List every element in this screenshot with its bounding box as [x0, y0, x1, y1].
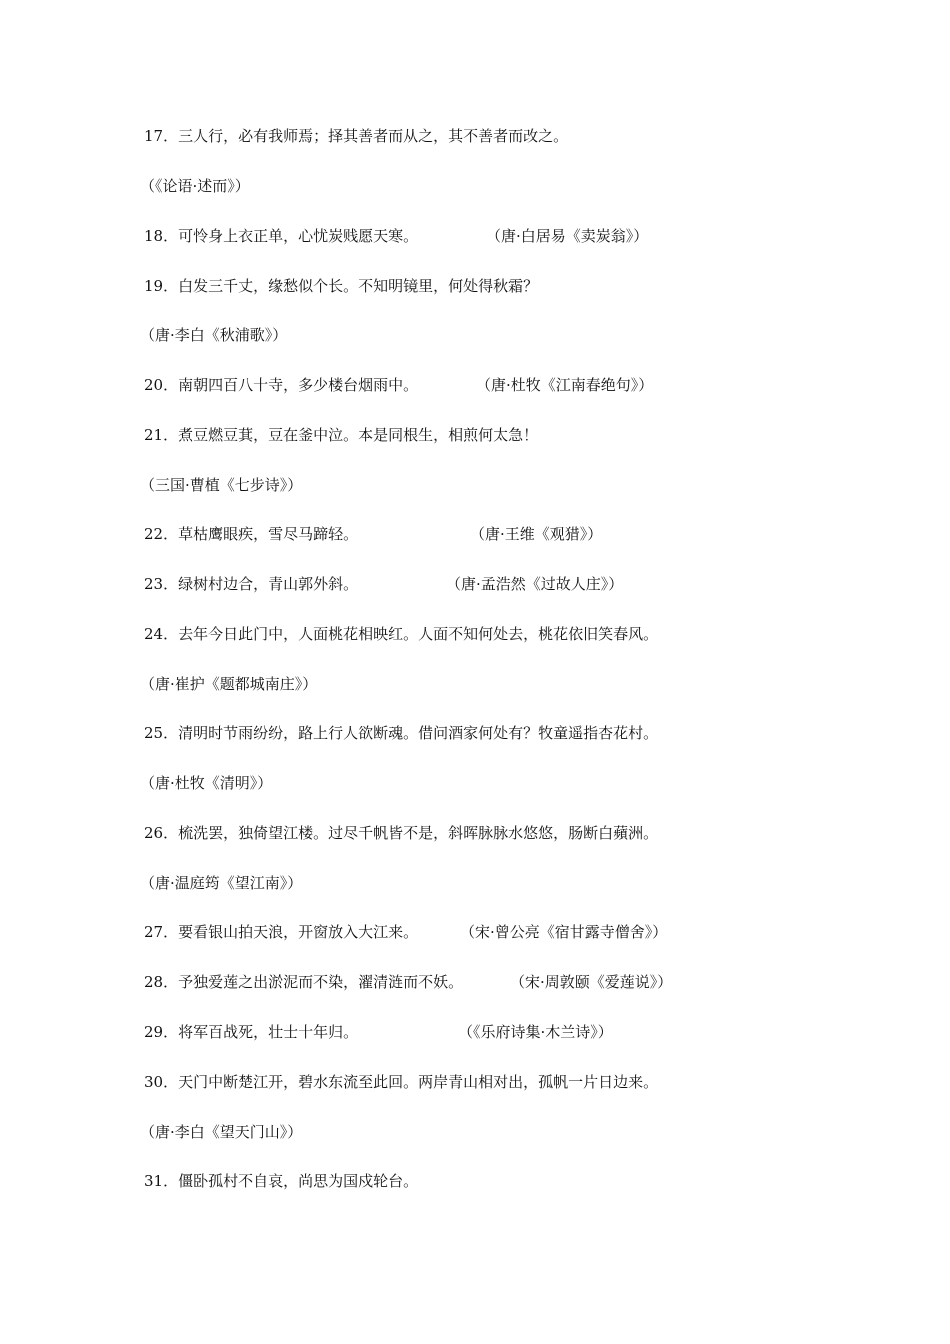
entry-20-source: （唐·杜牧《江南春绝句》）	[476, 376, 654, 394]
entry-text: 僵卧孤村不自哀，尚思为国戍轮台。	[178, 1172, 419, 1190]
entry-number: 17．	[144, 127, 179, 145]
entry-18-source: （唐·白居易《卖炭翁》）	[486, 227, 649, 245]
entry-number: 23．	[144, 575, 179, 593]
entry-number: 20．	[144, 376, 179, 394]
entry-text: 草枯鹰眼疾，雪尽马蹄轻。	[178, 525, 359, 543]
entry-31-line	[144, 1171, 418, 1191]
entry-27-source: （宋·曾公亮《宿甘露寺僧舍》）	[460, 923, 668, 941]
entry-number: 21．	[144, 426, 179, 444]
entry-text: 将军百战死，壮士十年归。	[178, 1023, 359, 1041]
entry-number: 25．	[144, 724, 179, 742]
entry-30-line	[144, 1072, 658, 1092]
entry-22-line	[144, 524, 358, 544]
entry-number: 27．	[144, 923, 179, 941]
entry-29-line	[144, 1022, 358, 1042]
entry-23-source: （唐·孟浩然《过故人庄》）	[446, 575, 624, 593]
entry-23-line	[144, 574, 358, 594]
entry-number: 22．	[144, 525, 179, 543]
entry-text: 南朝四百八十寺，多少楼台烟雨中。	[178, 376, 419, 394]
entry-26-line	[144, 823, 658, 843]
entry-number: 31．	[144, 1172, 179, 1190]
entry-number: 26．	[144, 824, 179, 842]
entry-24-line	[144, 624, 658, 644]
entry-text: 煮豆燃豆萁，豆在釜中泣。本是同根生，相煎何太急！	[178, 426, 539, 444]
entry-text: 要看银山拍天浪，开窗放入大江来。	[178, 923, 419, 941]
entry-27-line	[144, 922, 418, 942]
entry-25-source: （唐·杜牧《清明》）	[140, 774, 273, 792]
entry-24-source: （唐·崔护《题都城南庄》）	[140, 675, 318, 693]
entry-21-source: （三国·曹植《七步诗》）	[140, 476, 303, 494]
entry-number: 28．	[144, 973, 179, 991]
entry-number: 29．	[144, 1023, 179, 1041]
entry-19-source: （唐·李白《秋浦歌》）	[140, 326, 288, 344]
entry-26-source: （唐·温庭筠《望江南》）	[140, 874, 303, 892]
entry-22-source: （唐·王维《观猎》）	[470, 525, 603, 543]
entry-text: 天门中断楚江开，碧水东流至此回。两岸青山相对出，孤帆一片日边来。	[178, 1073, 659, 1091]
entry-29-source: （《乐府诗集·木兰诗》）	[458, 1023, 613, 1041]
entry-number: 18．	[144, 227, 179, 245]
entry-28-source: （宋·周敦颐《爱莲说》）	[510, 973, 673, 991]
entry-19-line	[144, 276, 538, 296]
entry-text: 三人行，必有我师焉；择其善者而从之，其不善者而改之。	[178, 127, 569, 145]
entry-number: 24．	[144, 625, 179, 643]
entry-number: 19．	[144, 277, 179, 295]
entry-20-line	[144, 375, 418, 395]
entry-text: 可怜身上衣正单，心忧炭贱愿天寒。	[178, 227, 419, 245]
entry-text: 白发三千丈，缘愁似个长。不知明镜里，何处得秋霜？	[178, 277, 539, 295]
entry-17-source: （《论语·述而》）	[140, 177, 250, 195]
entry-25-line	[144, 723, 658, 743]
entry-21-line	[144, 425, 538, 445]
entry-number: 30．	[144, 1073, 179, 1091]
entry-17-line	[144, 126, 568, 146]
entry-text: 予独爱莲之出淤泥而不染，濯清涟而不妖。	[178, 973, 464, 991]
entry-30-source: （唐·李白《望天门山》）	[140, 1123, 303, 1141]
entry-text: 清明时节雨纷纷，路上行人欲断魂。借问酒家何处有？牧童遥指杏花村。	[178, 724, 659, 742]
entry-text: 梳洗罢，独倚望江楼。过尽千帆皆不是，斜晖脉脉水悠悠，肠断白蘋洲。	[178, 824, 659, 842]
entry-text: 去年今日此门中，人面桃花相映红。人面不知何处去，桃花依旧笑春风。	[178, 625, 659, 643]
entry-28-line	[144, 972, 463, 992]
entry-text: 绿树村边合，青山郭外斜。	[178, 575, 359, 593]
entry-18-line	[144, 226, 418, 246]
